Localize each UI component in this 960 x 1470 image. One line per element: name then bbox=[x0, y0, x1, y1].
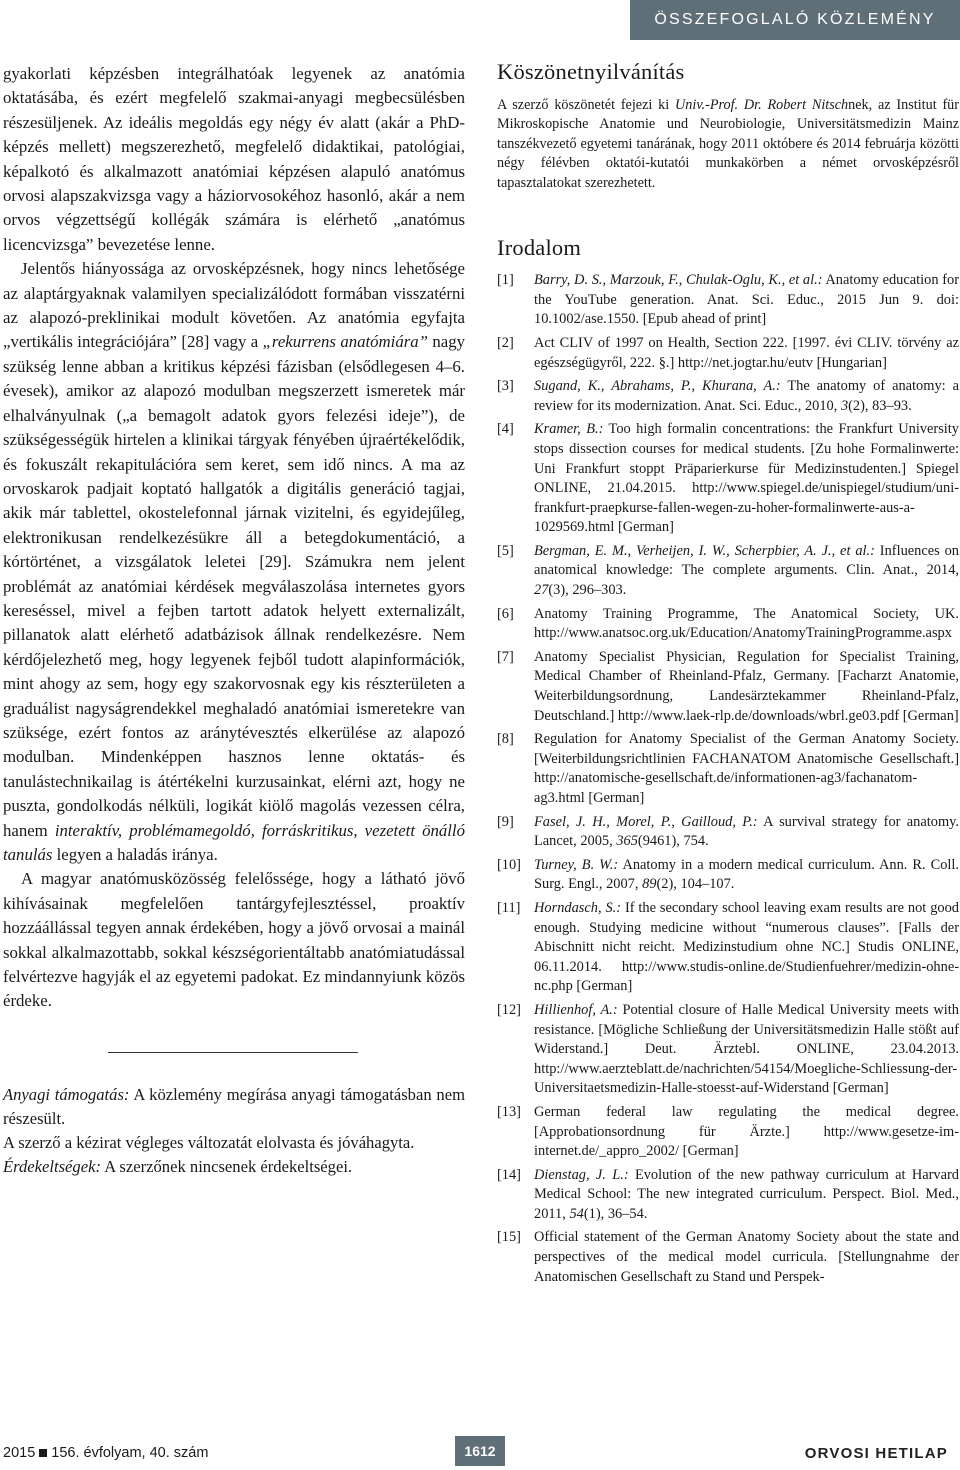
reference-item bbox=[497, 1228, 959, 1287]
reference-pre: Potential closure of Halle Medical University meets with resistance. [Mögliche Schließung der Universitätsmedizin Halle stößt auf Widerstand.] Deut. Ärztebl. ONLINE, 23.04.2013. http://www.aerzteblatt.de/nachrichten/54154/Moegliche-Schliessung-der-Universitaetsmedizin-Halle-stoesst-auf-Widerstand [German] bbox=[534, 1001, 959, 1097]
reference-vol: 3 bbox=[840, 397, 849, 414]
body-paragraph-2 bbox=[3, 257, 465, 867]
page-header bbox=[0, 0, 960, 40]
reference-item bbox=[497, 377, 959, 416]
reference-auth: Bergman, E. M., Verheijen, I. W., Scherpbier, A. J., et al.: bbox=[534, 542, 875, 559]
left-column bbox=[3, 62, 465, 1179]
reference-post: (1), 36–54. bbox=[583, 1205, 648, 1222]
reference-text bbox=[534, 377, 959, 416]
reference-auth: Dienstag, J. L.: bbox=[534, 1166, 629, 1183]
reference-auth: Barry, D. S., Marzouk, F., Chulak-Oglu, K., et al.: bbox=[534, 272, 823, 289]
reference-item bbox=[497, 1103, 959, 1162]
reference-pre: German federal law regulating the medical degree. [Approbationsordnung für Ärzte.] http://www.gesetze-im-internet.de/_appro_2002/ [German] bbox=[534, 1103, 959, 1160]
coi-lead: Érdekeltségek: bbox=[3, 1156, 101, 1176]
ack-name: Univ.-Prof. Dr. Robert Nitsch bbox=[675, 96, 849, 113]
reference-number: [13] bbox=[497, 1103, 521, 1120]
reference-pre: Influences on anatomical knowledge: The complete arguments. Clin. Anat., 2014, bbox=[534, 542, 959, 579]
reference-text bbox=[534, 1001, 959, 1099]
reference-post: (2), 83–93. bbox=[848, 397, 912, 414]
reference-text bbox=[534, 605, 959, 644]
ack-text-a: A szerző köszönetét fejezi ki bbox=[497, 96, 676, 113]
reference-vol: 54 bbox=[569, 1205, 584, 1222]
reference-auth: Kramer, B.: bbox=[534, 421, 604, 438]
reference-item bbox=[497, 1001, 959, 1099]
ack-text-b: nek, az Institut für Mikroskopische Anatomie und Neurobiologie, Universitätsmedizin Mainz tanszékvezető egyetemi tanárának, hogy 2011 októbere és 2014 februárja közötti négy félévben oktatói-kutatói munkakörben a német orvosképzésről tapasztalatokat szerezhetett. bbox=[497, 96, 959, 191]
reference-number: [11] bbox=[497, 899, 521, 916]
funding-text: A közlemény megírása anyagi támogatásban nem részesült. bbox=[3, 1084, 465, 1128]
reference-vol: 27 bbox=[534, 582, 549, 599]
reference-auth: Hillienhof, A.: bbox=[534, 1001, 618, 1018]
references-title: Irodalom bbox=[497, 234, 582, 260]
reference-text bbox=[534, 1166, 959, 1225]
footer-year: 2015 bbox=[3, 1445, 36, 1461]
paragraph-2-text-b: nagy szükség lenne abban a kritikus képzési fázisban (elsődlegesen 4–6. évesek), amikor az alapozó modulban megszerzett ismeretek már elhalványulnak („a bemagolt adatok gyors felezési ideje”), de szükségességük hirtelen a klinikai tárgyak fényében újraértékelődik, és fokuszált rekapitulációra sem keret, sem idő nincs. A ma az orvoskarok padjait koptató hallgatók a digitális generáció tagjai, akik már tablettel, okostelefonnal járnak vizitelni, és egyidejűleg, elektronikusan rendelkezésükre áll a betegdokumentáció, a kórtörténet, a vizsgálatok leletei [29]. Számukra nem jelent problémát az anatómiai kérdések megválaszolása internetes gyors kereséssel, mivel a fejben tartott adatok helyett externalizált, pillanatok alatt elérhető adatbázisok állnak rendelkezésre. Nem kérdőjelezhető meg, hogy legyenek fejből tudott alapinformációk, mint ahogy az sem, hogy egy szakorvosnak egy kis részterületen a graduálist nagyságrendekkel meghaladó anatómiai ismeretekre van szüksége, ezért fontos az aránytévesztés elkerülése az alapozó modulban. Mindenképpen hasznos lenne oktatás- és tanulástechnikailag is átértékelni kurzusainkat, elérni azt, hogy ne puszta, gondolkodás nélküli, logikát kiölő magolás vezessen célra, hanem bbox=[3, 332, 465, 840]
reference-auth: Turney, B. W.: bbox=[534, 856, 619, 873]
reference-post: (2), 104–107. bbox=[656, 876, 735, 893]
reference-pre: Official statement of the German Anatomy Society about the state and perspectives of the medical model curricula. [Stellungnahme der Anatomischen Gesellschaft zu Stand und Perspek- bbox=[534, 1229, 959, 1285]
reference-item bbox=[497, 730, 959, 808]
reference-item bbox=[497, 420, 959, 538]
reference-pre: The anatomy of anatomy: a review for its modernization. Anat. Sci. Educ., 2010, bbox=[534, 378, 959, 414]
reference-text bbox=[534, 1228, 959, 1287]
reference-text bbox=[534, 813, 959, 852]
reference-number: [14] bbox=[497, 1166, 521, 1183]
reference-item bbox=[497, 271, 959, 330]
reference-auth: Horndasch, S.: bbox=[534, 899, 622, 916]
reference-item bbox=[497, 542, 959, 601]
square-bullet-icon bbox=[39, 1449, 47, 1457]
reference-number: [2] bbox=[497, 334, 514, 351]
reference-number: [15] bbox=[497, 1229, 521, 1246]
footnote-divider bbox=[108, 1052, 358, 1053]
issue-info bbox=[3, 1445, 208, 1461]
reference-number: [4] bbox=[497, 421, 514, 438]
reference-pre: Evolution of the new pathway curriculum at Harvard Medical School: The new integrated curriculum. Perspect. Biol. Med., 2011, bbox=[534, 1166, 959, 1222]
reference-text bbox=[534, 420, 959, 538]
body-paragraph-3: A magyar anatómusközösség felelőssége, hogy a látható jövő kihívásainak megfelelően tantárgyfejlesztéssel, proaktív hozzáállással tegyen annak érdekében, hogy a jövő orvosai a mainál sokkal alkalmazottabb, sokkal készségorientáltabb anatómiatudással felvértezve hagyják el az egyetemi padokat. Ez mindannyiunk közös érdeke. bbox=[3, 869, 465, 1011]
body-paragraph-1: gyakorlati képzésben integrálhatóak legyenek az anatómia oktatásába, és ezért megfelelő szakmai-anyagi megbecsülésben részesüljenek. Az ideális megoldás egy négy év alatt (akár a PhD-képzés mellett) megszerezhető, megfelelő didaktikai, patológiai, képalkotó és alkalmazott anatómiai képzésen alapuló anatómus orvosi alapszakvizsga vagy a háziorvosokéhoz hasonló, akár a nem orvos végzettségű kollégák számára is elérhető „anatómus licencvizsga” bevezetése lenne. bbox=[3, 64, 465, 254]
reference-auth: Fasel, J. H., Morel, P., Gailloud, P.: bbox=[534, 813, 758, 830]
reference-vol: 89 bbox=[642, 876, 657, 893]
journal-name: ORVOSI HETILAP bbox=[804, 1445, 948, 1462]
paragraph-2-text-c: legyen a haladás iránya. bbox=[52, 845, 218, 864]
reference-item bbox=[497, 605, 959, 644]
reference-text bbox=[534, 1103, 959, 1162]
reference-text bbox=[534, 856, 959, 895]
reference-item bbox=[497, 334, 959, 373]
reference-number: [1] bbox=[497, 272, 514, 289]
reference-item bbox=[497, 813, 959, 852]
reference-item bbox=[497, 899, 959, 997]
reference-text bbox=[534, 542, 959, 601]
reference-pre: A survival strategy for anatomy. Lancet, 2005, bbox=[534, 813, 959, 850]
reference-number: [5] bbox=[497, 542, 514, 559]
reference-pre: Regulation for Anatomy Specialist of the German Anatomy Society. [Weiterbildungsrichtlinien FACHANATOM Anatomische Gesellschaft.] http://anatomische-gesellschaft.de/informationen-ag3/fachanatom-ag3.html [German] bbox=[534, 731, 959, 806]
paragraph-2-italic-term: „rekurrens anatómiára” bbox=[262, 332, 428, 352]
reference-pre: Anatomy Training Programme, The Anatomical Society, UK. http://www.anatsoc.org.uk/Education/AnatomyTrainingProgramme.aspx bbox=[534, 605, 959, 642]
reference-number: [12] bbox=[497, 1001, 521, 1018]
acknowledgement-title: Köszönetnyilvánítás bbox=[497, 59, 685, 84]
reference-number: [10] bbox=[497, 856, 521, 873]
funding-note bbox=[3, 1083, 465, 1131]
reference-pre: If the secondary school leaving exam results are not good enough. Studying medicine without “numerous clauses”. [Falls der Abischnitt nicht reicht. Medizinstudium ohne NC.] Studis ONLINE, 06.11.2014. http://www.studis-online.de/Studienfuehrer/medizin-ohne-nc.php [German] bbox=[534, 899, 959, 995]
reference-pre: Too high formalin concentrations: the Frankfurt University stops dissection courses for medical students. [Zu hohe Formalinwerte: Uni Frankfurt stoppt Präparierkurse für Medizinstudenten.] Spiegel ONLINE, 21.04.2015. http://www.spiegel.de/unispiegel/studium/uni-frankfurt-praepkurse-fallen-wegen-zu-hoher-formalinwerte-aus-a-1029569.html [German] bbox=[534, 421, 959, 536]
reference-pre: Act CLIV of 1997 on Health, Section 222. [1997. évi CLIV. törvény az egészségügyről, 222. §.] http://net.jogtar.hu/eutv [Hungarian] bbox=[534, 334, 959, 371]
reference-text bbox=[534, 271, 959, 330]
reference-pre: Anatomy in a modern medical curriculum. Ann. R. Coll. Surg. Engl., 2007, bbox=[534, 856, 959, 893]
reference-pre: Anatomy education for the YouTube generation. Anat. Sci. Educ., 2015 Jun 9. doi: 10.1002/ase.1550. [Epub ahead of print] bbox=[534, 272, 959, 328]
reference-auth: Sugand, K., Abrahams, P., Khurana, A.: bbox=[534, 378, 781, 395]
reference-text bbox=[534, 730, 959, 808]
footer-issue: 156. évfolyam, 40. szám bbox=[51, 1445, 209, 1461]
reference-text bbox=[534, 899, 959, 997]
right-column bbox=[497, 59, 959, 1291]
reference-number: [7] bbox=[497, 648, 514, 665]
reference-post: (9461), 754. bbox=[637, 833, 709, 850]
reference-vol: 365 bbox=[616, 833, 638, 850]
reference-number: [9] bbox=[497, 813, 514, 830]
page-number: 1612 bbox=[455, 1436, 505, 1466]
paragraph-2-italic-phrase: interaktív, problémamegoldó, forráskritikus, vezetett önálló tanulás bbox=[3, 820, 465, 864]
reference-item bbox=[497, 648, 959, 726]
reference-post: (3), 296–303. bbox=[548, 582, 627, 599]
reference-item bbox=[497, 1166, 959, 1225]
approval-note: A szerző a kézirat végleges változatát elolvasta és jóváhagyta. bbox=[3, 1132, 415, 1152]
section-label: ÖSSZEFOGLALÓ KÖZLEMÉNY bbox=[630, 0, 960, 40]
reference-item bbox=[497, 856, 959, 895]
paragraph-2-text-a: Jelentős hiányossága az orvosképzésnek, hogy nincs lehetősége az alaptárgyaknak valamilyen specializálódott formában visszatérni az alapozó-preklinikai modult követően. Az anatómia egyfajta „vertikális integrációjára” [28] vagy a bbox=[3, 259, 465, 352]
conflict-of-interest-note bbox=[3, 1155, 465, 1179]
reference-text bbox=[534, 334, 959, 373]
page-footer bbox=[0, 1436, 960, 1470]
reference-list bbox=[497, 271, 959, 1287]
reference-number: [3] bbox=[497, 378, 514, 395]
acknowledgement-text bbox=[497, 96, 959, 194]
funding-lead: Anyagi támogatás: bbox=[3, 1084, 130, 1104]
reference-number: [6] bbox=[497, 605, 514, 622]
reference-number: [8] bbox=[497, 731, 514, 748]
coi-text: A szerzőnek nincsenek érdekeltségei. bbox=[100, 1156, 353, 1176]
reference-text bbox=[534, 648, 959, 726]
reference-pre: Anatomy Specialist Physician, Regulation for Specialist Training, Medical Chamber of Rheinland-Pfalz, Germany. [Facharzt Anatomie, Weiterbildungsordnung, Landesärztekammer Rheinland-Pfalz, Deutschland.] http://www.laek-rlp.de/downloads/wbrl.ge03.pdf [German] bbox=[534, 648, 959, 724]
